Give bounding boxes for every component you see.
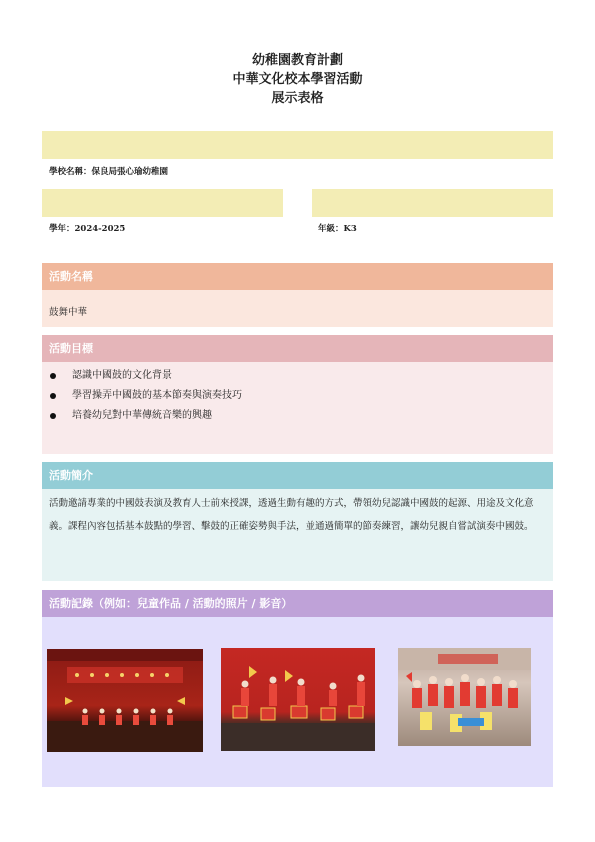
form-title: 幼稚園教育計劃 — [251, 53, 343, 68]
grade-field[interactable] — [312, 189, 553, 217]
bullet-icon — [50, 413, 56, 419]
activity-photo-3 — [398, 648, 531, 746]
form-subtitle: 中華文化校本學習活動 — [232, 72, 363, 87]
school-year-field[interactable] — [42, 189, 283, 217]
bullet-icon — [50, 373, 56, 379]
list-item: 認識中國鼓的文化背景 — [50, 366, 553, 386]
bullet-icon — [50, 393, 56, 399]
intro-body[interactable] — [42, 489, 553, 581]
drummers-illustration — [221, 648, 375, 751]
activity-name-body[interactable] — [42, 290, 553, 327]
stage-scene-illustration — [47, 649, 203, 752]
school-name-field[interactable] — [42, 131, 553, 159]
records-heading: 活動記錄（例如：兒童作品 / 活動的照片 / 影音） — [42, 590, 553, 617]
objectives-heading: 活動目標 — [42, 335, 553, 362]
objectives-list — [42, 362, 553, 426]
activity-name-value: 鼓舞中華 — [49, 307, 88, 318]
intro-text: 活動邀請專業的中國鼓表演及教育人士前來授課，透過生動有趣的方式，帶領幼兒認識中國鼓的起源、用途及文化意義。課程內容包括基本鼓點的學習、擊鼓的正確姿勢與手法，並通過簡單的節奏練習，讓幼兒親自嘗試演奏中國鼓。 — [49, 498, 534, 532]
list-item: 學習操弄中國鼓的基本節奏與演奏技巧 — [50, 386, 553, 406]
activity-name-heading: 活動名稱 — [42, 263, 553, 290]
grade-label: 年級：K3 — [318, 224, 357, 234]
school-year-label: 學年：2024-2025 — [49, 224, 126, 234]
school-name-label: 學校名稱：保良局張心瑜幼稚園 — [49, 167, 169, 177]
list-item: 培養幼兒對中華傳統音樂的興趣 — [50, 406, 553, 426]
activity-photo-2 — [221, 648, 375, 751]
group-photo-illustration — [398, 648, 531, 746]
form-subtitle-2: 展示表格 — [271, 91, 324, 106]
intro-heading: 活動簡介 — [42, 462, 553, 489]
objectives-body[interactable] — [42, 362, 553, 454]
activity-photo-1 — [47, 649, 203, 752]
